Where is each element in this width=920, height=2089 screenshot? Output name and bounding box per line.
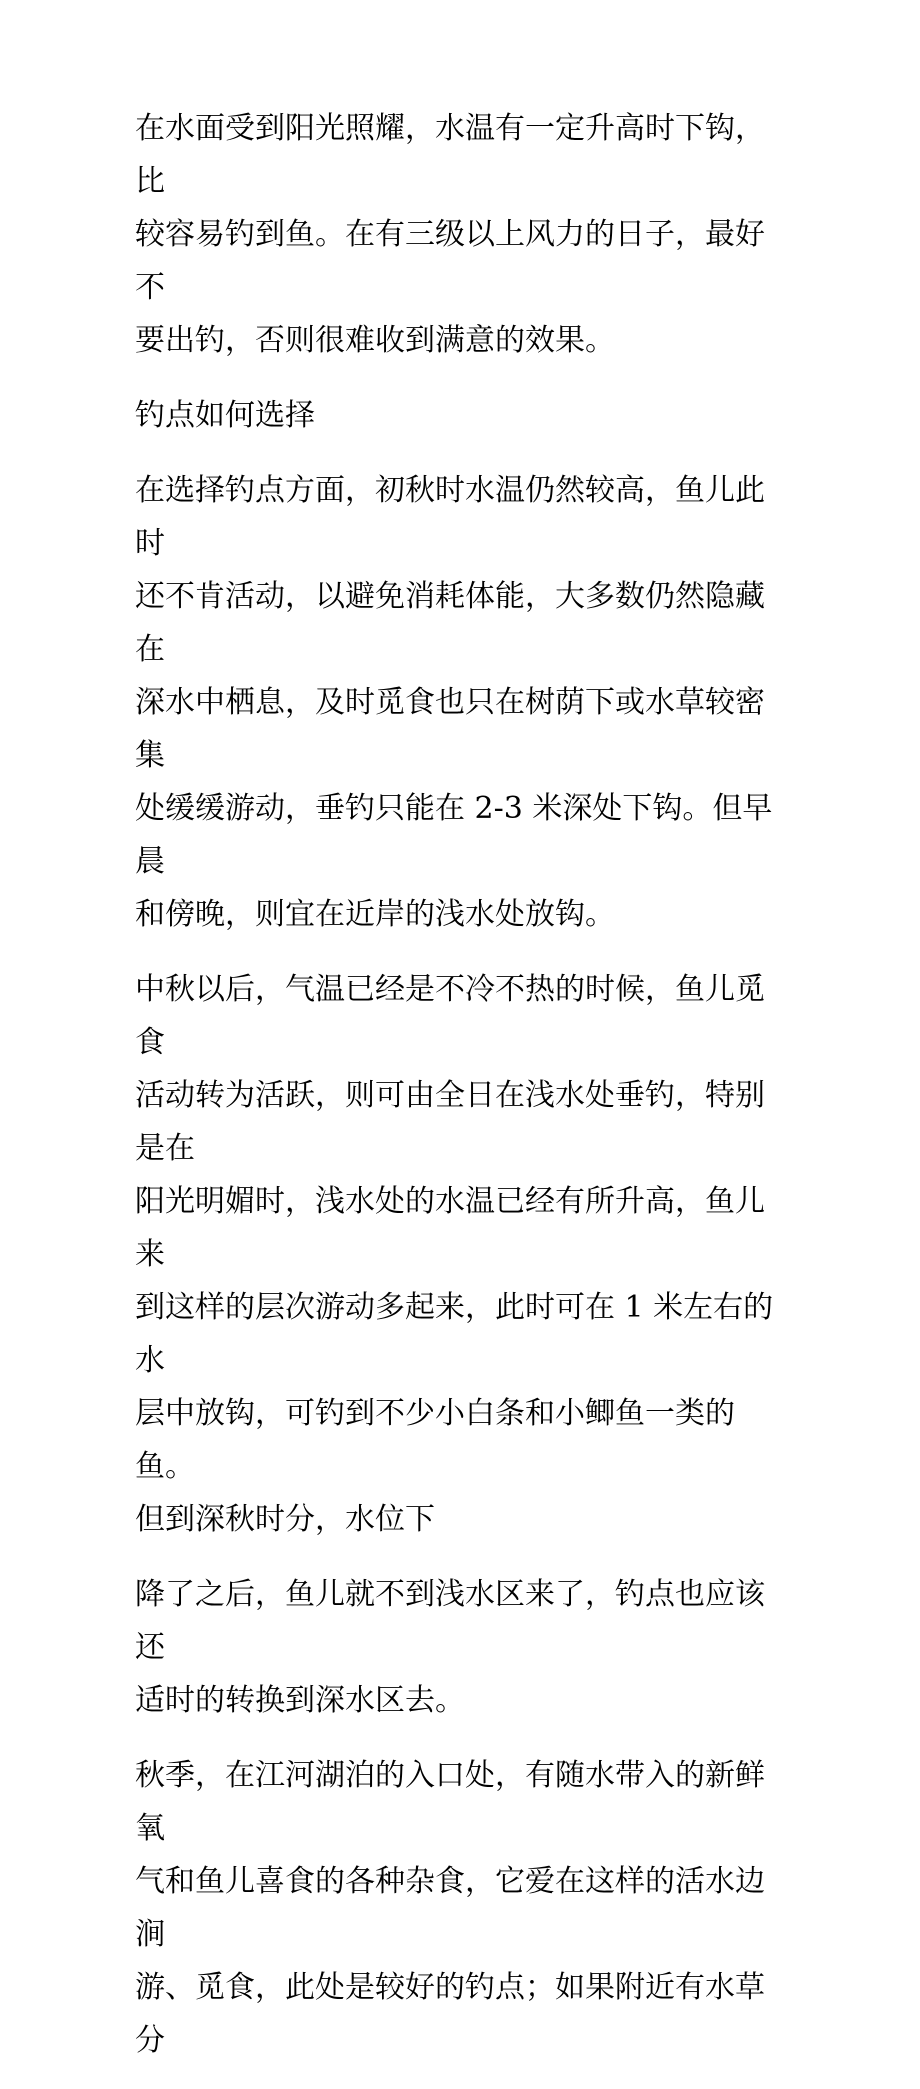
paragraph-late-autumn: 降了之后，鱼儿就不到浅水区来了，钓点也应该还 适时的转换到深水区去。 bbox=[135, 1577, 765, 1718]
document-body bbox=[135, 102, 785, 2089]
section-heading-spot-selection: 钓点如何选择 bbox=[135, 398, 315, 433]
paragraph-early-autumn: 在选择钓点方面，初秋时水温仍然较高，鱼儿此时 还不肯活动，以避免消耗体能，大多数仍然隐藏在 深水中栖息，及时觅食也只在树荫下或水草较密集 处缓缓游动，垂钓只能在 2-3 米深处下钩。但早晨 和傍晚，则宜在近岸的浅水处放钩。 bbox=[135, 473, 773, 932]
paragraph-intro-weather: 在水面受到阳光照耀，水温有一定升高时下钩，比 较容易钓到鱼。在有三级以上风力的日子，最好不 要出钓，否则很难收到满意的效果。 bbox=[135, 111, 765, 358]
paragraph-river-inlet: 秋季，在江河湖泊的入口处，有随水带入的新鲜氧 气和鱼儿喜食的各种杂食，它爱在这样的活水边涧 游、觅食，此处是较好的钓点；如果附近有水草分 bbox=[135, 1758, 765, 2058]
paragraph-mid-autumn: 中秋以后，气温已经是不冷不热的时候，鱼儿觅食 活动转为活跃，则可由全日在浅水处垂钓，特别是在 阳光明媚时，浅水处的水温已经有所升高，鱼儿来 到这样的层次游动多起来，此时可在 1 米左右的水 层中放钩，可钓到不少小白条和小鲫鱼一类的鱼。 但到深秋时分，水位下 bbox=[135, 972, 774, 1537]
